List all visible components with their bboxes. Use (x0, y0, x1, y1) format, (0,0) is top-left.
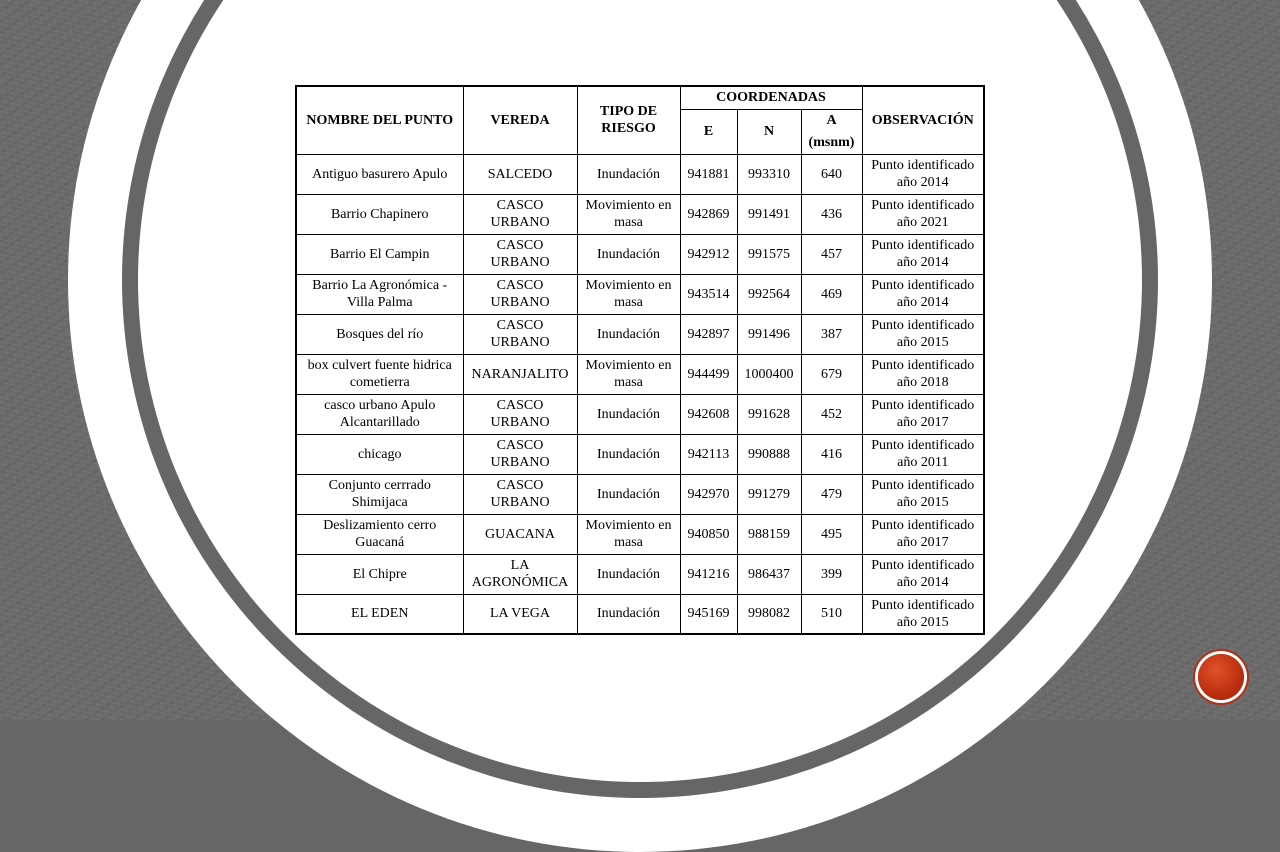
header-tipo: TIPO DE RIESGO (577, 86, 680, 154)
cell-nombre: EL EDEN (296, 594, 463, 634)
cell-n: 998082 (737, 594, 801, 634)
cell-e: 942897 (680, 314, 737, 354)
cell-observacion: Punto identificado año 2015 (862, 594, 984, 634)
cell-e: 944499 (680, 354, 737, 394)
cell-observacion: Punto identificado año 2014 (862, 154, 984, 194)
cell-a: 495 (801, 514, 862, 554)
cell-observacion: Punto identificado año 2017 (862, 394, 984, 434)
header-n: N (737, 109, 801, 154)
cell-nombre: Bosques del río (296, 314, 463, 354)
table-row (296, 154, 984, 194)
header-nombre: NOMBRE DEL PUNTO (296, 86, 463, 154)
cell-tipo: Inundación (577, 594, 680, 634)
cell-tipo: Inundación (577, 434, 680, 474)
cell-tipo: Inundación (577, 154, 680, 194)
cell-e: 942113 (680, 434, 737, 474)
risk-points-table (295, 85, 985, 635)
cell-tipo: Movimiento en masa (577, 274, 680, 314)
cell-a: 469 (801, 274, 862, 314)
cell-nombre: Barrio La Agronómica - Villa Palma (296, 274, 463, 314)
cell-tipo: Inundación (577, 314, 680, 354)
cell-vereda: CASCO URBANO (463, 274, 577, 314)
cell-a: 416 (801, 434, 862, 474)
cell-vereda: SALCEDO (463, 154, 577, 194)
cell-e: 940850 (680, 514, 737, 554)
cell-e: 943514 (680, 274, 737, 314)
table-row (296, 514, 984, 554)
cell-a: 436 (801, 194, 862, 234)
table-row (296, 434, 984, 474)
cell-vereda: LA AGRONÓMICA (463, 554, 577, 594)
cell-n: 991491 (737, 194, 801, 234)
cell-n: 991279 (737, 474, 801, 514)
header-a-label: A (826, 112, 837, 128)
cell-nombre: box culvert fuente hidrica cometierra (296, 354, 463, 394)
cell-n: 991628 (737, 394, 801, 434)
cell-nombre: Antiguo basurero Apulo (296, 154, 463, 194)
cell-n: 986437 (737, 554, 801, 594)
cell-vereda: CASCO URBANO (463, 314, 577, 354)
table-row (296, 554, 984, 594)
cell-a: 387 (801, 314, 862, 354)
cell-a: 479 (801, 474, 862, 514)
table-row (296, 194, 984, 234)
table-body (296, 154, 984, 634)
cell-a: 457 (801, 234, 862, 274)
table-row (296, 394, 984, 434)
table-row (296, 474, 984, 514)
cell-nombre: casco urbano Apulo Alcantarillado (296, 394, 463, 434)
cell-vereda: GUACANA (463, 514, 577, 554)
cell-nombre: chicago (296, 434, 463, 474)
cell-tipo: Inundación (577, 474, 680, 514)
cell-n: 993310 (737, 154, 801, 194)
header-a (801, 109, 862, 154)
cell-e: 942912 (680, 234, 737, 274)
cell-nombre: El Chipre (296, 554, 463, 594)
cell-vereda: CASCO URBANO (463, 194, 577, 234)
cell-vereda: CASCO URBANO (463, 434, 577, 474)
cell-tipo: Inundación (577, 234, 680, 274)
cell-vereda: NARANJALITO (463, 354, 577, 394)
table-row (296, 314, 984, 354)
cell-tipo: Movimiento en masa (577, 194, 680, 234)
cell-e: 941216 (680, 554, 737, 594)
cell-vereda: CASCO URBANO (463, 474, 577, 514)
cell-observacion: Punto identificado año 2015 (862, 474, 984, 514)
header-observacion: OBSERVACIÓN (862, 86, 984, 154)
cell-observacion: Punto identificado año 2017 (862, 514, 984, 554)
header-e: E (680, 109, 737, 154)
cell-nombre: Barrio El Campin (296, 234, 463, 274)
cell-observacion: Punto identificado año 2011 (862, 434, 984, 474)
circle-nav-icon[interactable] (1198, 654, 1244, 700)
table-row (296, 234, 984, 274)
cell-tipo: Inundación (577, 554, 680, 594)
cell-observacion: Punto identificado año 2014 (862, 234, 984, 274)
cell-vereda: CASCO URBANO (463, 234, 577, 274)
cell-a: 679 (801, 354, 862, 394)
header-a-unit: (msnm) (808, 134, 855, 150)
table-row (296, 354, 984, 394)
cell-n: 992564 (737, 274, 801, 314)
cell-n: 988159 (737, 514, 801, 554)
cell-e: 942608 (680, 394, 737, 434)
cell-observacion: Punto identificado año 2015 (862, 314, 984, 354)
cell-tipo: Movimiento en masa (577, 354, 680, 394)
table-row (296, 274, 984, 314)
cell-vereda: CASCO URBANO (463, 394, 577, 434)
cell-observacion: Punto identificado año 2018 (862, 354, 984, 394)
cell-nombre: Barrio Chapinero (296, 194, 463, 234)
header-coordenadas: COORDENADAS (680, 86, 862, 109)
cell-e: 945169 (680, 594, 737, 634)
cell-observacion: Punto identificado año 2014 (862, 554, 984, 594)
table-row (296, 594, 984, 634)
cell-tipo: Inundación (577, 394, 680, 434)
cell-a: 640 (801, 154, 862, 194)
cell-e: 942869 (680, 194, 737, 234)
cell-n: 991496 (737, 314, 801, 354)
cell-e: 942970 (680, 474, 737, 514)
cell-vereda: LA VEGA (463, 594, 577, 634)
cell-a: 399 (801, 554, 862, 594)
cell-n: 991575 (737, 234, 801, 274)
cell-n: 1000400 (737, 354, 801, 394)
cell-nombre: Deslizamiento cerro Guacaná (296, 514, 463, 554)
cell-a: 452 (801, 394, 862, 434)
cell-a: 510 (801, 594, 862, 634)
cell-tipo: Movimiento en masa (577, 514, 680, 554)
cell-nombre: Conjunto cerrrado Shimijaca (296, 474, 463, 514)
cell-e: 941881 (680, 154, 737, 194)
cell-n: 990888 (737, 434, 801, 474)
cell-observacion: Punto identificado año 2014 (862, 274, 984, 314)
header-vereda: VEREDA (463, 86, 577, 154)
cell-observacion: Punto identificado año 2021 (862, 194, 984, 234)
